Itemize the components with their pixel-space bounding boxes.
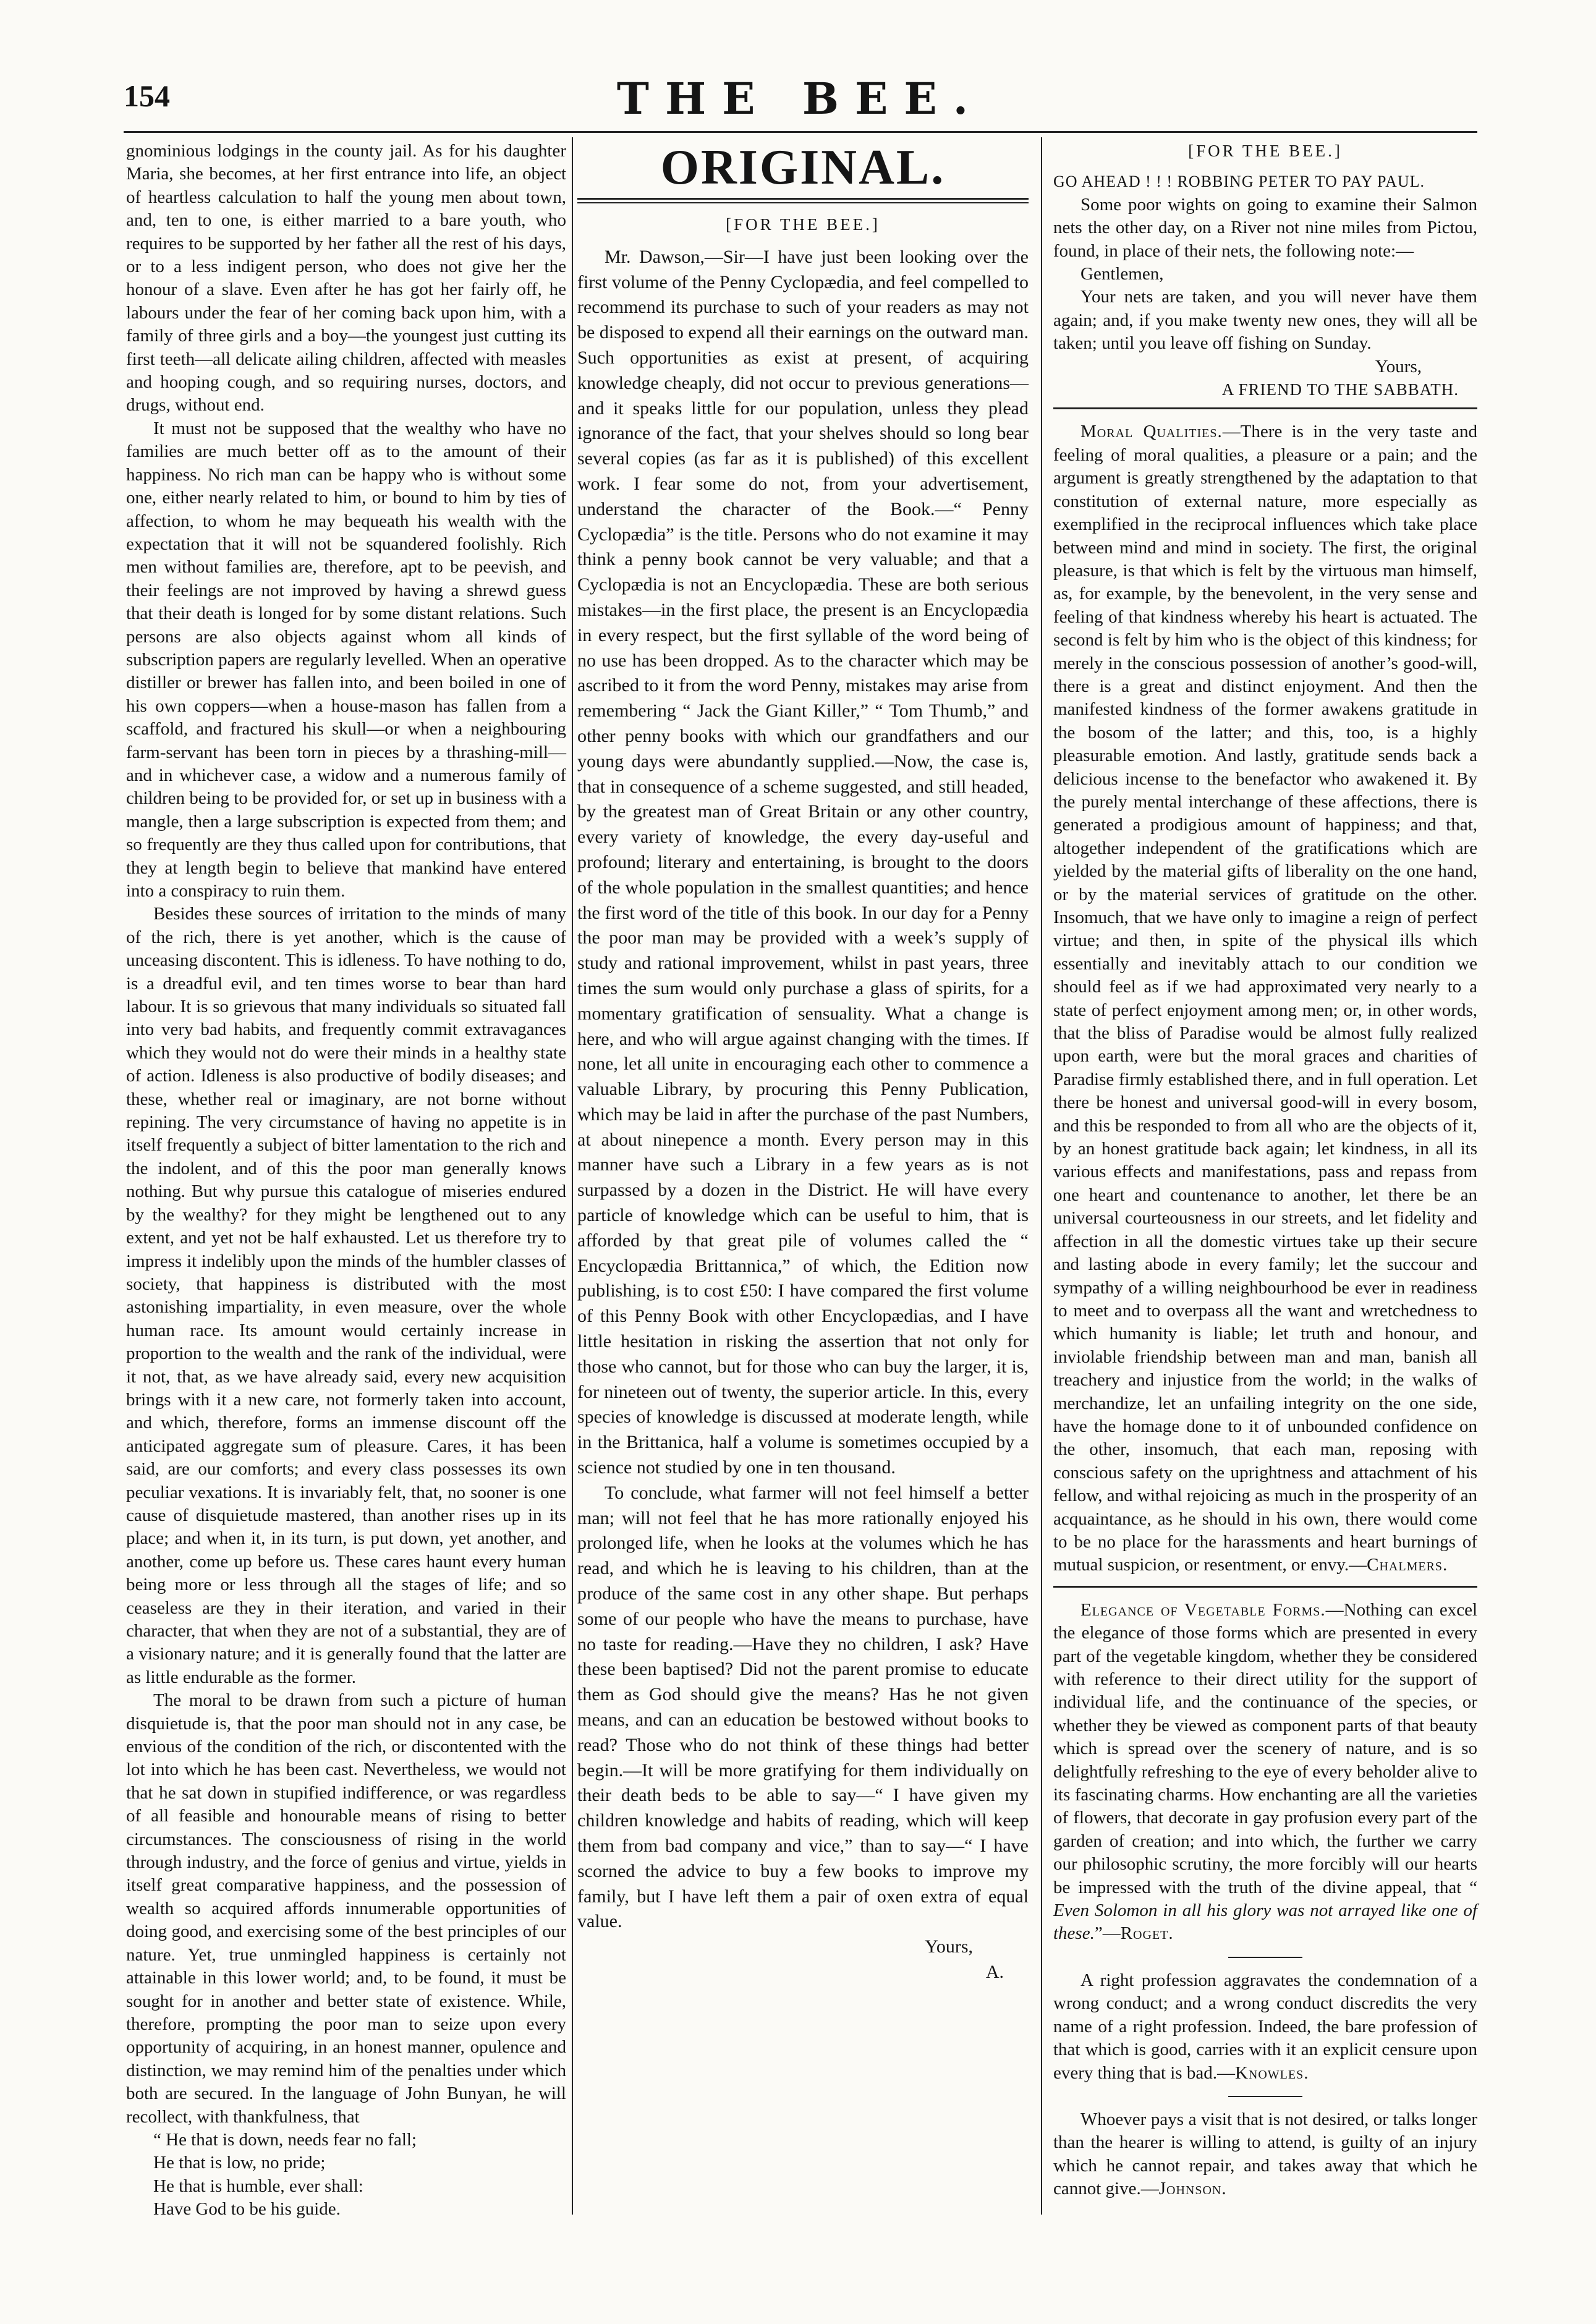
letter-initial: A.	[985, 1961, 1004, 1982]
elegance-end: ”—	[1094, 1923, 1121, 1944]
section-rule	[1053, 1586, 1477, 1588]
column-2	[577, 140, 1029, 1985]
article-title: GO AHEAD ! ! ! ROBBING PETER TO PAY PAUL.	[1053, 172, 1425, 191]
article-paragraph: Your nets are taken, and you will never have them again; and, if you make twenty new ones, they will all be taken; until you leave off fishing on Sunday.	[1053, 287, 1477, 354]
section-rule	[1228, 1957, 1302, 1958]
page-number: 154	[124, 79, 170, 113]
letter-sign-off: Yours,	[1375, 356, 1422, 377]
letter-signature: A FRIEND TO THE SABBATH.	[1221, 380, 1459, 399]
letter-paragraph: To conclude, what farmer will not feel himself a better man; will not feel that he has more rationally enjoyed his prolonged life, when he looks at the volumes which he has read, and which he is leaving to his children, than at the produce of the same cost in any other shape. But perhaps some of our people who have the means to purchase, have no taste for reading.—Have they no children, I ask? Have these been baptised? Did not the parent promise to educate them as God should give the means? Has he not given means, and can an education be bestowed without books to read? Those who do not think of these things had better begin.—It will be more gratifying for them individually on their death beds to be able to say—“ I have given my children knowledge and habits of reading, which will keep them from bad company and vice,” than to say—“ I have scorned the advice to buy a few books to improve my family, but I have left them a pair of oxen extra of equal value.	[577, 1482, 1029, 1932]
moral-qualities-paragraph	[1053, 420, 1477, 1577]
visit-paragraph	[1053, 2108, 1477, 2201]
elegance-text: —Nothing can excel the elegance of those forms which are presented in every part of the vegetable kingdom, whether they be considered with reference to their direct utility for the support of individual life, and the continuance of the species, or whether they be viewed as component parts of that beauty which is spread over the scenery of nature, and is so delightfully refreshing to the eye of every beholder alive to its fascinating charms. How enchanting are all the varieties of flowers, that decorate in gay profusion every part of the garden of creation; and into which, the further we carry our philosophic scrutiny, the more forcibly will our hearts be impressed with the truth of the divine appeal, that “	[1053, 1599, 1478, 1897]
verse-line: He that is low, no pride;	[153, 2153, 326, 2173]
section-rule	[1053, 407, 1477, 409]
for-the-bee-label: [FOR THE BEE.]	[1188, 142, 1343, 160]
verse-line: “ He that is down, needs fear no fall;	[153, 2129, 417, 2150]
moral-qualities-author: Chalmers.	[1367, 1555, 1448, 1575]
column-divider-1	[572, 137, 573, 2215]
section-heading: ORIGINAL.	[660, 140, 946, 195]
for-the-bee-label: [FOR THE BEE.]	[726, 215, 880, 234]
letter-greeting: Gentlemen,	[1080, 264, 1164, 284]
column-3	[1053, 140, 1477, 2201]
visit-author: Johnson.	[1158, 2179, 1227, 2199]
header-rule	[124, 131, 1477, 133]
profession-text: A right profession aggravates the condemnation of a wrong conduct; and a wrong conduct discredits the very name of a right profession. Indeed, the bare profession of that which is good, carries with it an explicit censure upon every thing that is bad.—	[1053, 1970, 1477, 2083]
article-paragraph: It must not be supposed that the wealthy who have no families are much better off as to the amount of their happiness. No rich man can be happy who is without some one, either nearly related to him, or bound to him by ties of affection, to whom he may bequeath his wealth with the expectation that it will not be squandered foolishly. Rich men without families are, therefore, apt to be peevish, and their feelings are not improved by having a shrewd guess that their death is longed for by some distant relations. Such persons are also objects against whom all kinds of subscription papers are regularly levelled. When an operative distiller or brewer has fallen into, and been boiled in one of his own coppers—when a house-mason has fallen from a scaffold, and fractured his skull—or when a neighbouring farm-servant has been torn in pieces by a thrashing-mill—and in whichever case, a widow and a numerous family of children being to be provided for, or set up in business with a mangle, then a large subscription is expected from them; and so frequently are they thus called upon for contributions, that they at length begin to believe that mankind have entered into a conspiracy to ruin them.	[126, 418, 566, 901]
visit-text: Whoever pays a visit that is not desired, or talks longer than the hearer is willing to attend, is guilty of an injury which he cannot repair, and takes away that which he cannot give.—	[1053, 2109, 1477, 2199]
profession-author: Knowles.	[1234, 2062, 1309, 2083]
column-divider-2	[1041, 137, 1042, 2215]
masthead-title: THE BEE.	[616, 73, 985, 124]
verse-line: Have God to be his guide.	[153, 2199, 341, 2220]
letter-paragraph: Mr. Dawson,—Sir—I have just been looking over the first volume of the Penny Cyclopædia, and feel compelled to recommend its purchase to such of your readers as may not be disposed to expend all their earnings on the outward man. Such opportunities as exist at present, of acquiring knowledge cheaply, did not occur to previous generations—and it speaks little for our population, unless they plead ignorance of the fact, that your shelves should so long bear several copies (as far as it is published) of this excellent work. I fear some do not, from your advertisement, understand the character of the Book.—“ Penny Cyclopædia” is the title. Persons who do not examine it may think a penny book cannot be very valuable; and that a Cyclopædia is not an Encyclopædia. These are both serious mistakes—in the first place, the present is an Encyclopædia in every respect, but the first syllable of the word being of no use has been dropped. As to the character which may be ascribed to it from the word Penny, mistakes may arise from remembering “ Jack the Giant Killer,” “ Tom Thumb,” and other penny books with which our grandfathers and our young days were abundantly supplied.—Now, the case is, that in consequence of a scheme suggested, and still headed, by the greatest man of Great Britain or any other country, every variety of knowledge, the every day-useful and profound; literary and entertaining, is brought to the doors of the whole population in the smallest quantities; and hence the first word of the title of this book. In our day for a Penny the poor man may be provided with a week’s supply of study and rational improvement, whilst in past years, three times the sum would only purchase a glass of spirits, for a momentary gratification of sensuality. What a change is here, and who will argue against changing with the times. If none, let all unite in encouraging each other to commence a valuable Library, by procuring this Penny Publication, which may be laid in after the purchase of the past Numbers, at about ninepence a month. Every person may in this manner have such a Library in a few years as is not surpassed by a dozen in the District. He will have every particle of knowledge which can be useful to him, that is afforded by that great pile of volumes called the “ Encyclopædia Brittannica,” of which, the Edition now publishing, is to cost £50: I have compared the first volume of this Penny Book with other Encyclopædias, and I have little hesitation in risking the assertion that not only for those who cannot, but for those who can buy the larger, it is, for nineteen out of twenty, the superior article. In this, every species of knowledge is discussed at moderate length, while in the Brittanica, half a volume is sometimes occupied by a science not studied by one in ten thousand.	[577, 246, 1029, 1478]
profession-paragraph	[1053, 1969, 1477, 2085]
elegance-paragraph	[1053, 1599, 1477, 1946]
moral-qualities-text: —There is in the very taste and feeling of moral qualities, a pleasure or a pain; and the argument is greatly strengthened by the adaptation to that constitution of external nature, more especially as exemplified in the reciprocal influences which take place between mind and mind in society. The first, the original pleasure, is that which is felt by the virtuous man himself, as, for example, by the benevolent, in the very sense and feeling of that kindness whereby his heart is actuated. The second is felt by him who is the object of this kindness; for merely in the conscious possession of another’s good-will, there is a great and distinct enjoyment. And then the manifested kindness of the former awakens gratitude in the bosom of the latter; and this, too, is a highly pleasurable emotion. And lastly, gratitude sends back a delicious incense to the benefactor who awakened it. By the purely mental interchange of these affections, there is generated a prodigious amount of happiness; and that, altogether independent of the gratifications which are yielded by the material gifts of liberality on the one hand, or by the material services of gratitude on the other. Insomuch, that we have only to imagine a reign of perfect virtue; and then, in spite of the physical ills which essentially and inevitably attach to our condition we should feel as if we had approximated very nearly to a state of perfect enjoyment among men; or, in other words, that the bliss of Paradise would be almost fully realized upon earth, were but the moral graces and charities of Paradise firmly established there, and in full operation. Let there be honest and universal good-will in every bosom, and this be responded to from all who are the objects of it, by an honest gratitude back again; let kindness, in all its various effects and manifestations, pass and repass from one heart and countenance to another, let there be an universal courteousness in our streets, and let fidelity and affection in all the domestic virtues take up their secure and lasting abode in every family; let the succour and sympathy of a willing neighbourhood be ever in readiness to meet and to overpass all the want and wretchedness to which humanity is liable; let truth and honour, and inviolable friendship between man and man, banish all treachery and injustice from the world; in the walks of merchandize, let an unfailing integrity on the one side, have the homage done to it of unbounded confidence on the other, insomuch, that each man, reposing with conscious safety on the uprightness and attachment of his fellow, and withal rejoicing as much in the prosperity of an acquaintance, as he should in his own, there would come to be no place for the harassments and heart burnings of mutual suspicion, or resentment, or envy.—	[1053, 422, 1477, 1575]
page-header	[124, 73, 1477, 127]
article-paragraph: Some poor wights on going to examine their Salmon nets the other day, on a River not nine miles from Pictou, found, in place of their nets, the following note:—	[1053, 194, 1477, 261]
elegance-quote: Even Solomon in all his glory was not arrayed like one of these.	[1053, 1900, 1477, 1944]
letter-sign-off: Yours,	[925, 1936, 973, 1957]
elegance-author: Roget.	[1120, 1923, 1174, 1944]
moral-qualities-title: Moral Qualities.	[1080, 422, 1223, 442]
section-rule	[1228, 2096, 1302, 2097]
heading-rule	[577, 202, 1029, 203]
column-1	[126, 140, 566, 2221]
article-paragraph: gnominious lodgings in the county jail. As for his daughter Maria, she becomes, at her first entrance into life, an object of heartless calculation to half the young men about town, and, ten to one, is either married to a bare youth, who requires to be supported by her father all the rest of his days, or to a less indigent person, who does not give her the honour of a slave. Even after he has got her fairly off, he labours under the fear of her coming back upon him, with a family of three girls and a boy—the youngest just cutting its first teeth—all delicate ailing children, affected with measles and hooping cough, and so requiring nurses, doctors, and drugs, without end.	[126, 141, 566, 415]
verse-line: He that is humble, ever shall:	[153, 2176, 363, 2196]
article-paragraph: The moral to be drawn from such a picture of human disquietude is, that the poor man should not in any case, be envious of the condition of the rich, or discontented with the lot into which he has been cast. Nevertheless, we would not that he sat down in stupified indifference, or was regardless of all feasible and honourable means of rising to better circumstances. The consciousness of rising in the world through industry, and the force of genius and virtue, yields in itself great comparative happiness, and the possession of wealth so acquired affords innumerable opportunities of doing good, and exercising some of the best principles of our nature. Yet, true unmingled happiness is certainly not attainable in this lower world; and, to be found, it must be sought for in another and better state of existence. While, therefore, prompting the poor man to seize upon every opportunity of acquiring, in an honest manner, opulence and distinction, we may remind him of the penalties under which both are secured. In the language of John Bunyan, he will recollect, with thankfulness, that	[126, 1690, 566, 2127]
elegance-title: Elegance of Vegetable Forms.	[1080, 1599, 1326, 1620]
heading-rule	[577, 198, 1029, 200]
article-paragraph: Besides these sources of irritation to the minds of many of the rich, there is yet another, which is the cause of unceasing discontent. This is idleness. To have nothing to do, is a dreadful evil, and ten times worse to bear than hard labour. It is so grievous that many individuals so situated fall into very bad habits, and frequently commit extravagances which they would not do were their minds in a healthy state of action. Idleness is also productive of bodily diseases; and these, whether real or imaginary, are not borne without repining. The very circumstance of having no appetite is in itself frequently a subject of bitter lamentation to the rich and the indolent, and of this the poor man generally knows nothing. But why pursue this catalogue of miseries endured by the wealthy? for they might be lengthened out to any extent, and yet not be half exhausted. Let us therefore try to impress it indelibly upon the minds of the humbler classes of society, that happiness is distributed with the most astonishing impartiality, in even measure, over the whole human race. Its amount would certainly increase in proportion to the wealth and the rank of the individual, were it not, that, as we have already said, every new acquisition brings with it a new care, not formerly taken into account, and which, therefore, forms an immense discount off the anticipated aggregate sum of pleasure. Cares, it has been said, are our comforts; and every class possesses its own peculiar vexations. It is invariably felt, that, no sooner is one cause of disquietude mastered, than another rises up in its place; and when it, in its turn, is put down, yet another, and another, come up before us. These cares haunt every human being more or less through all the stages of life; and so ceaseless are they in their iteration, and varied in their character, that when they are not of a substantial, they are of a visionary nature; and it is generally found that the latter are as little endurable as the former.	[126, 904, 566, 1687]
